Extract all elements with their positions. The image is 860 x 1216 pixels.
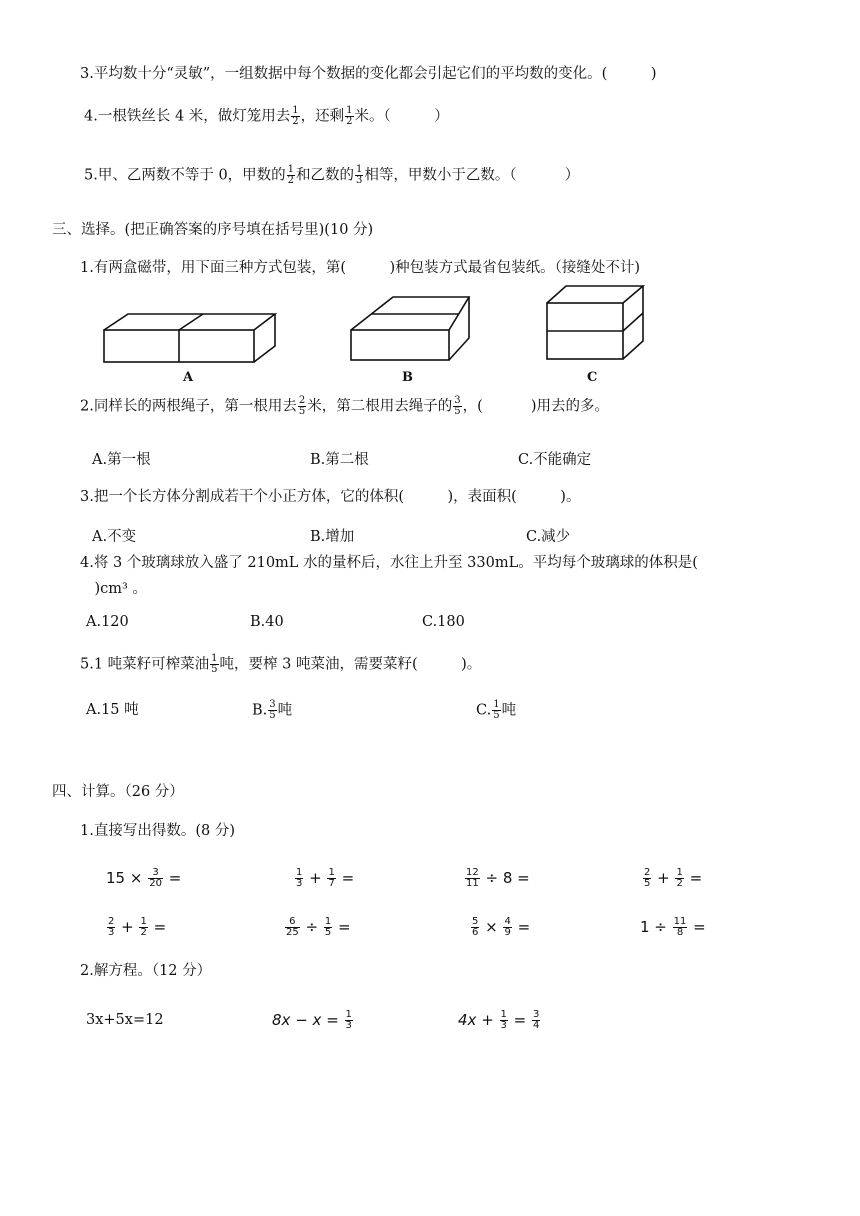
- calc-sub1: 1.直接写出得数。(8 分): [80, 823, 235, 839]
- choice-q2-text-b: 米，第二根用去绳子的: [307, 398, 453, 415]
- box-figure-a: [100, 310, 280, 366]
- box-figure-b: [348, 294, 474, 364]
- fraction-1-5: $\frac{1}{5}$: [493, 699, 500, 721]
- choice-q3-option-a: A.不变: [92, 529, 137, 545]
- calc-item-8: 1 ÷ $\frac{11}{8}$ =: [640, 916, 706, 938]
- judge-q5: [84, 165, 579, 186]
- calc-item-7: $\frac{5}{6}$ × $\frac{4}{9}$ =: [472, 916, 531, 938]
- equation-1: 3x+5x=12: [86, 1012, 164, 1028]
- fraction-3-5: $\frac{3}{5}$: [454, 395, 461, 417]
- choice-q4-option-a: A.120: [86, 614, 129, 630]
- calc-item-5: $\frac{2}{3}$ + $\frac{1}{2}$ =: [108, 916, 167, 938]
- choice-q2-text-c: ，( )用去的多。: [462, 398, 610, 415]
- fraction-1-5: $\frac{1}{5}$: [211, 653, 218, 675]
- choice-q2-option-b: B.第二根: [310, 452, 369, 468]
- judge-q3: 3.平均数十分“灵敏”，一组数据中每个数据的变化都会引起它们的平均数的变化。( ): [80, 66, 657, 82]
- equation-3: 4x + $\frac{1}{3}$ = $\frac{3}{4}$: [458, 1009, 540, 1031]
- option-prefix: C.: [476, 702, 492, 719]
- fraction-1-2: $\frac{1}{2}$: [287, 164, 295, 186]
- choice-q5-option-b: [252, 700, 292, 721]
- fraction-1-3: $\frac{1}{3}$: [356, 164, 363, 186]
- box-label-a: A: [183, 370, 194, 385]
- choice-q5-option-a: A.15 吨: [86, 702, 139, 718]
- calc-sub2: 2.解方程。（12 分）: [80, 963, 212, 979]
- calc-item-4: $\frac{2}{5}$ + $\frac{1}{2}$ =: [644, 867, 703, 889]
- choice-q4-option-b: B.40: [250, 614, 284, 630]
- calc-item-2: $\frac{1}{3}$ + $\frac{1}{7}$ =: [296, 867, 355, 889]
- choice-q1: 1.有两盒磁带，用下面三种方式包装，第( )种包装方式最省包装纸。（接缝处不计): [80, 260, 641, 276]
- choice-q5-text-b: 吨，要榨 3 吨菜油，需要菜籽( )。: [219, 656, 482, 673]
- box-label-c: C: [587, 370, 598, 385]
- fraction-2-5: $\frac{2}{5}$: [298, 395, 306, 417]
- option-unit: 吨: [501, 702, 517, 719]
- choice-q4-option-c: C.180: [422, 614, 465, 630]
- option-prefix: B.: [252, 702, 268, 719]
- judge-q4: [84, 106, 449, 127]
- choice-q5-text-a: 5.1 吨菜籽可榨菜油: [80, 656, 210, 673]
- choice-q2: [80, 396, 609, 417]
- choice-q5: [80, 654, 481, 675]
- fraction-1-2: $\frac{1}{2}$: [292, 105, 299, 127]
- choice-q3: 3.把一个长方体分割成若干个小正方体，它的体积( )，表面积( )。: [80, 489, 581, 505]
- calc-item-1: 15 × $\frac{3}{20}$ =: [106, 867, 182, 889]
- box-figure-c: [544, 283, 648, 363]
- section-heading-calc: 四、计算。（26 分）: [52, 784, 184, 800]
- choice-q2-option-a: A.第一根: [92, 452, 151, 468]
- section-heading-choice: 三、选择。(把正确答案的序号填在括号里)(10 分): [52, 222, 374, 238]
- choice-q2-option-c: C.不能确定: [518, 452, 592, 468]
- judge-q4-text-b: ，还剩: [300, 108, 345, 125]
- option-unit: 吨: [277, 702, 293, 719]
- choice-q3-option-c: C.减少: [526, 529, 571, 545]
- judge-q4-text-c: 米。（ ）: [354, 108, 449, 125]
- calc-item-6: $\frac{6}{25}$ ÷ $\frac{1}{5}$ =: [286, 916, 351, 938]
- equation-2: 8x − x = $\frac{1}{3}$: [272, 1009, 352, 1031]
- choice-q2-text-a: 2.同样长的两根绳子，第一根用去: [80, 398, 297, 415]
- fraction-3-5: $\frac{3}{5}$: [269, 699, 276, 721]
- choice-q5-option-c: [476, 700, 516, 721]
- judge-q4-text-a: 4.一根铁丝长 4 米，做灯笼用去: [84, 108, 291, 125]
- fraction-1-2: $\frac{1}{2}$: [346, 105, 353, 127]
- judge-q5-text-c: 相等，甲数小于乙数。（ ）: [364, 167, 580, 184]
- judge-q5-text-b: 和乙数的: [296, 167, 355, 184]
- choice-q4-line1: 4.将 3 个玻璃球放入盛了 210mL 水的量杯后，水往上升至 330mL。平均每个玻璃球的体积是(: [80, 555, 698, 571]
- calc-item-3: $\frac{12}{11}$ ÷ 8 =: [466, 867, 530, 889]
- box-label-b: B: [402, 370, 413, 385]
- choice-q3-option-b: B.增加: [310, 529, 355, 545]
- judge-q5-text-a: 5.甲、乙两数不等于 0，甲数的: [84, 167, 286, 184]
- choice-q4-line2: )cm³ 。: [80, 581, 147, 597]
